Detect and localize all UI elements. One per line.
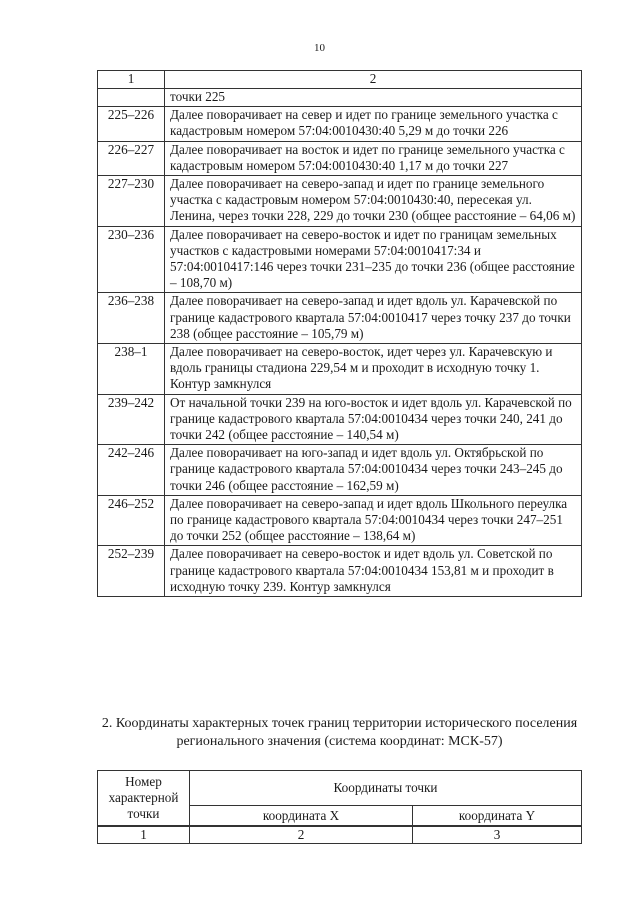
segment-id: 242–246 (98, 445, 165, 496)
segment-description: точки 225 (165, 89, 582, 107)
coords-col-number-2: 2 (190, 826, 413, 844)
table-row (98, 226, 582, 293)
table-row (98, 445, 582, 496)
segments-table (97, 70, 582, 597)
table-row (98, 344, 582, 395)
table-row (98, 495, 582, 546)
table-row (98, 394, 582, 445)
segments-header-col-1: 1 (98, 71, 165, 89)
segment-id: 225–226 (98, 107, 165, 141)
table-row (98, 176, 582, 227)
segment-description: Далее поворачивает на юго-запад и идет вдоль ул. Октябрьской по границе кадастрового квартала 57:04:0010434 через точки 243–245 до точки 246 (общее расстояние – 162,59 м) (165, 445, 582, 496)
page-number: 10 (314, 42, 325, 54)
segment-description: Далее поворачивает на северо-запад и идет вдоль ул. Карачевской по границе кадастрового квартала 57:04:0010417 через точку 237 до точки 238 (общее расстояние – 105,79 м) (165, 293, 582, 344)
segment-description: От начальной точки 239 на юго-восток и идет вдоль ул. Карачевской по границе кадастрового квартала 57:04:0010434 через точки 240, 241 до точки 242 (общее расстояние – 140,54 м) (165, 394, 582, 445)
segment-id: 252–239 (98, 546, 165, 597)
segment-id: 227–230 (98, 176, 165, 227)
point-number-header: Номер характерной точки (98, 771, 190, 827)
segment-id: 230–236 (98, 226, 165, 293)
segments-header-col-2: 2 (165, 71, 582, 89)
table-row (98, 293, 582, 344)
coords-number-row (98, 826, 582, 844)
segment-id (98, 89, 165, 107)
coords-header-row (98, 771, 582, 806)
segment-id: 226–227 (98, 141, 165, 175)
coords-col-number-3: 3 (413, 826, 582, 844)
table-row (98, 546, 582, 597)
coordinates-table (97, 770, 582, 844)
coordinate-x-header: координата X (190, 806, 413, 827)
coords-col-number-1: 1 (98, 826, 190, 844)
segments-header-row (98, 71, 582, 89)
segment-id: 246–252 (98, 495, 165, 546)
coordinates-header: Координаты точки (190, 771, 582, 806)
segment-id: 238–1 (98, 344, 165, 395)
segment-description: Далее поворачивает на север и идет по границе земельного участка с кадастровым номером 57:04:0010430:40 5,29 м до точки 226 (165, 107, 582, 141)
segment-description: Далее поворачивает на северо-восток, идет через ул. Карачевскую и вдоль границы стадиона 229,54 м и проходит в исходную точку 1. Контур замкнулся (165, 344, 582, 395)
segment-description: Далее поворачивает на восток и идет по границе земельного участка с кадастровым номером 57:04:0010430:40 1,17 м до точки 227 (165, 141, 582, 175)
segment-id: 239–242 (98, 394, 165, 445)
segment-id: 236–238 (98, 293, 165, 344)
coordinate-y-header: координата Y (413, 806, 582, 827)
section-title: 2. Координаты характерных точек границ территории исторического поселения регионального значения (система координат: МСК-57) (101, 716, 578, 749)
segment-description: Далее поворачивает на северо-запад и идет по границе земельного участка с кадастровым номером 57:04:0010430:40, пересекая ул. Ленина, через точки 228, 229 до точки 230 (общее расстояние – 64,06 м) (165, 176, 582, 227)
table-row (98, 141, 582, 175)
segment-description: Далее поворачивает на северо-запад и идет вдоль Школьного переулка по границе кадастрового квартала 57:04:0010434 через точки 247–251 до точки 252 (общее расстояние – 138,64 м) (165, 495, 582, 546)
segment-description: Далее поворачивает на северо-восток и идет вдоль ул. Советской по границе кадастрового квартала 57:04:0010434 153,81 м и проходит в исходную точку 239. Контур замкнулся (165, 546, 582, 597)
segment-description: Далее поворачивает на северо-восток и идет по границам земельных участков с кадастровыми номерами 57:04:0010417:34 и 57:04:0010417:146 через точки 231–235 до точки 236 (общее расстояние – 108,70 м) (165, 226, 582, 293)
table-row (98, 107, 582, 141)
table-row (98, 89, 582, 107)
